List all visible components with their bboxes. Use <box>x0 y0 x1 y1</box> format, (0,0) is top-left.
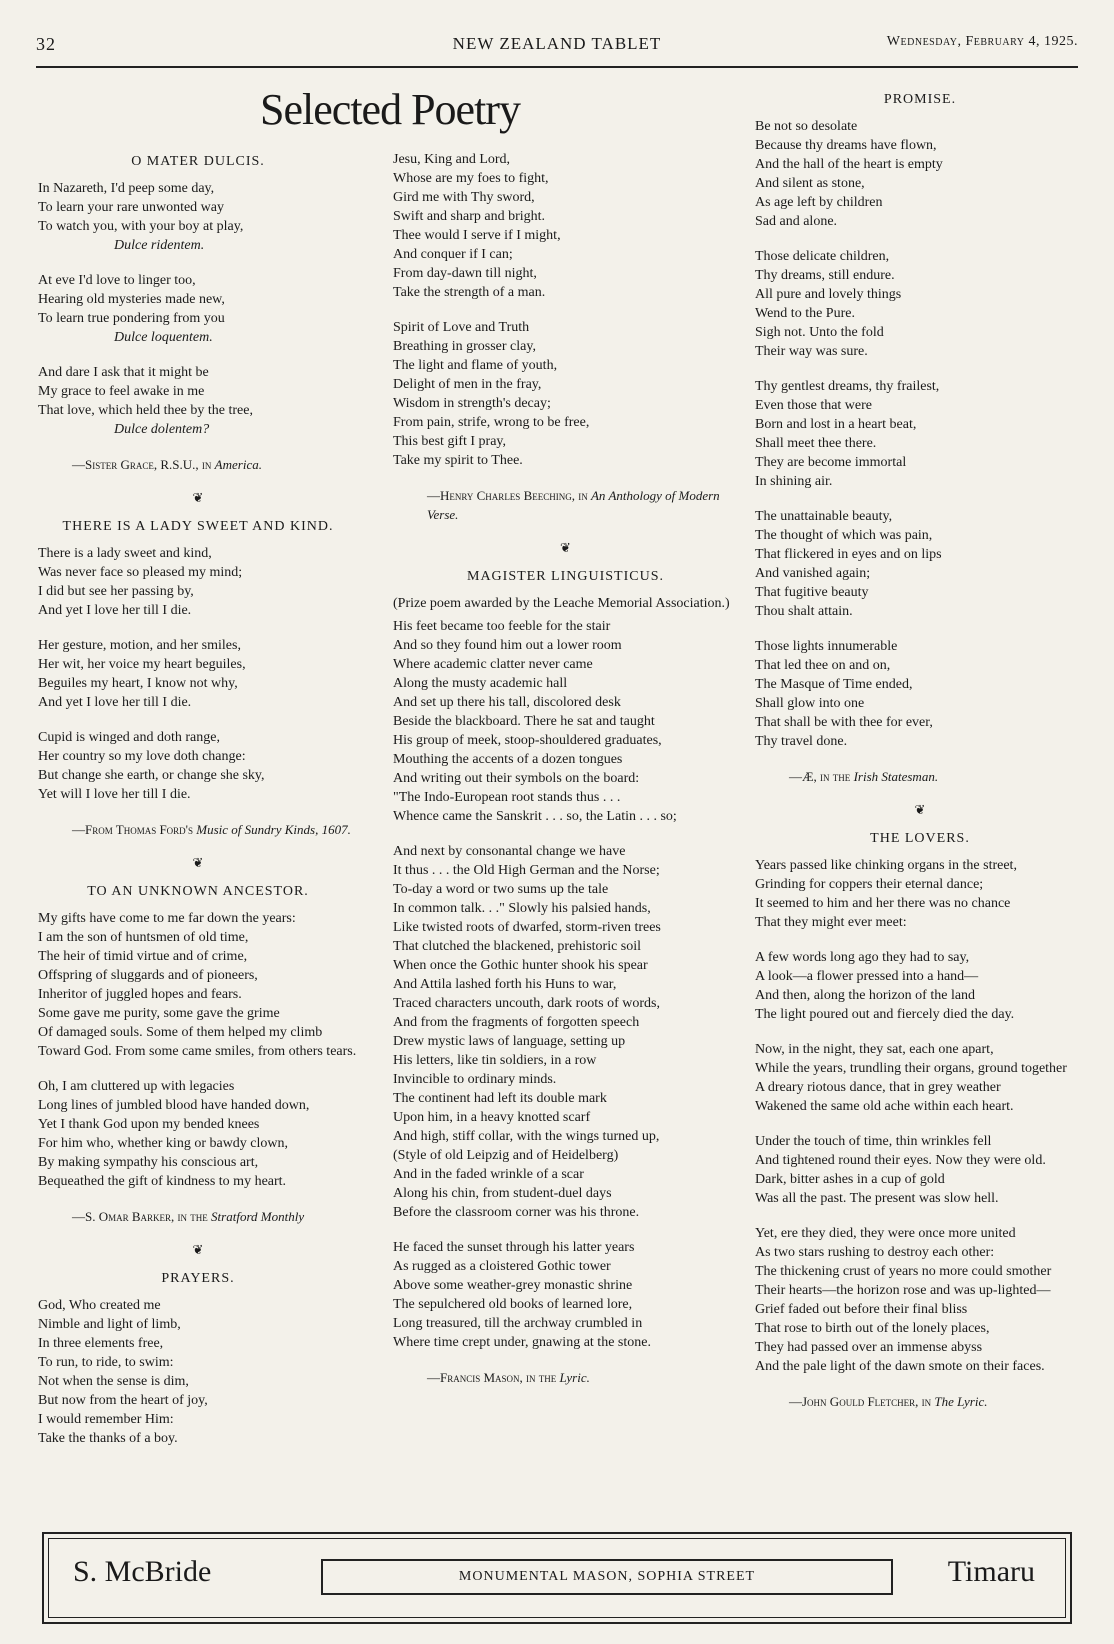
poem-line: Her country so my love doth change: <box>38 749 246 764</box>
poem-line: Toward God. From some came smiles, from others tears. <box>38 1044 357 1059</box>
poem-line: Yet, ere they died, they were once more united <box>755 1226 1016 1241</box>
poem-line: My grace to feel awake in me <box>38 384 205 399</box>
poem-line: To-day a word or two sums up the tale <box>393 882 609 897</box>
poem-line: It thus . . . the Old High German and the Norse; <box>393 863 660 878</box>
poem-line: Wend to the Pure. <box>755 306 855 321</box>
poem-line: From pain, strife, wrong to be free, <box>393 415 590 430</box>
column-1 <box>38 150 358 1464</box>
poem-title: PROMISE. <box>883 92 957 107</box>
poem-line: Born and lost in a heart beat, <box>755 417 917 432</box>
poem-line: Like twisted roots of dwarfed, storm-riven trees <box>393 920 661 935</box>
poem <box>38 1240 358 1448</box>
advertiser-name: S. McBride <box>73 1555 212 1588</box>
poem-line: Where time crept under, gnawing at the stone. <box>393 1335 651 1350</box>
poem-line: Whence came the Sanskrit . . . so, the Latin . . . so; <box>393 809 677 824</box>
attribution-source: Irish Statesman. <box>853 769 939 784</box>
poem-line: Upon him, in a heavy knotted scarf <box>393 1110 591 1125</box>
poem-line: And Attila lashed forth his Huns to war, <box>393 977 617 992</box>
poem-line: Dulce dolentem? <box>114 422 210 437</box>
poem-line: In three elements free, <box>38 1336 164 1351</box>
poem-title: O MATER DULCIS. <box>131 154 265 169</box>
poem-line: Thou shalt attain. <box>755 604 853 619</box>
poem-line: But now from the heart of joy, <box>38 1393 208 1408</box>
poem-line: And vanished again; <box>755 566 871 581</box>
poem-line: Take my spirit to Thee. <box>393 453 523 468</box>
stanza <box>38 271 358 347</box>
stanza <box>393 842 738 1222</box>
poem-line: To run, to ride, to swim: <box>38 1355 174 1370</box>
poem <box>38 152 358 474</box>
poem-attribution <box>393 486 738 524</box>
poem-line: Long treasured, till the archway crumbled in <box>393 1316 643 1331</box>
poem <box>38 853 358 1226</box>
poem-line: Their hearts—the horizon rose and was up-lighted— <box>755 1283 1051 1298</box>
poem-line: Some gave me purity, some gave the grime <box>38 1006 280 1021</box>
poem-line: To learn your rare unwonted way <box>38 200 225 215</box>
poem-line: Wisdom in strength's decay; <box>393 396 551 411</box>
poem-line: His feet became too feeble for the stair <box>393 619 611 634</box>
stanza <box>755 117 1085 231</box>
poem-line: Oh, I am cluttered up with legacies <box>38 1079 235 1094</box>
poem-line: Whose are my foes to fight, <box>393 171 549 186</box>
poem-line: Swift and sharp and bright. <box>393 209 546 224</box>
stanza <box>38 636 358 712</box>
stanza <box>755 507 1085 621</box>
stanza <box>38 1296 358 1448</box>
poem-line: Was all the past. The present was slow hell. <box>755 1191 999 1206</box>
poem-line: As age left by children <box>755 195 883 210</box>
poem-line: Because thy dreams have flown, <box>755 138 937 153</box>
poem-line: In common talk. . ." Slowly his palsied hands, <box>393 901 651 916</box>
poem <box>755 90 1085 786</box>
advertiser-town: Timaru <box>947 1555 1035 1588</box>
section-title: Selected Poetry <box>260 85 520 134</box>
stanza <box>393 1238 738 1352</box>
poem-line: All pure and lovely things <box>755 287 902 302</box>
poem-line: A dreary riotous dance, that in grey weather <box>755 1080 1001 1095</box>
poem-line: And from the fragments of forgotten speech <box>393 1015 640 1030</box>
stanza <box>38 363 358 439</box>
poem-line: Breathing in grosser clay, <box>393 339 536 354</box>
poem-line: They had passed over an immense abyss <box>755 1340 983 1355</box>
poem-line: That rose to birth out of the lonely places, <box>755 1321 990 1336</box>
poem-line: Her gesture, motion, and her smiles, <box>38 638 241 653</box>
stanza <box>393 150 738 302</box>
poem-line: But change she earth, or change she sky, <box>38 768 265 783</box>
ornament-divider: ❦ <box>560 540 571 555</box>
poem-line: In Nazareth, I'd peep some day, <box>38 181 215 196</box>
poem-line: Nimble and light of limb, <box>38 1317 181 1332</box>
poem-line: I would remember Him: <box>38 1412 174 1427</box>
stanza <box>755 1132 1085 1208</box>
poem-line: And next by consonantal change we have <box>393 844 626 859</box>
poem <box>393 150 738 524</box>
poem-line: Gird me with Thy sword, <box>393 190 535 205</box>
poem-line: God, Who created me <box>38 1298 161 1313</box>
poem-line: Hearing old mysteries made new, <box>38 292 225 307</box>
poem <box>393 538 738 1387</box>
poem-line: Take the thanks of a boy. <box>38 1431 178 1446</box>
poem-line: Wakened the same old ache within each heart. <box>755 1099 1014 1114</box>
attribution-source: Lyric. <box>559 1370 590 1385</box>
poem-line: From day-dawn till night, <box>393 266 537 281</box>
masthead-rule <box>36 66 1078 68</box>
poem-line: While the years, trundling their organs, ground together <box>755 1061 1067 1076</box>
poem-line: Thy gentlest dreams, thy frailest, <box>755 379 940 394</box>
poem-title: TO AN UNKNOWN ANCESTOR. <box>87 884 309 899</box>
attribution-author: —Francis Mason, in the <box>427 1370 557 1385</box>
poem-line: Beguiles my heart, I know not why, <box>38 676 238 691</box>
poem-line: Was never face so pleased my mind; <box>38 565 243 580</box>
stanza <box>38 909 358 1061</box>
poem-line: The Masque of Time ended, <box>755 677 913 692</box>
stanza <box>393 617 738 826</box>
poem-line: A few words long ago they had to say, <box>755 950 970 965</box>
poem-line: For him who, whether king or bawdy clown, <box>38 1136 289 1151</box>
poem-line: When once the Gothic hunter shook his spear <box>393 958 648 973</box>
poem-title: THE LOVERS. <box>870 831 970 846</box>
poem-line: I did but see her passing by, <box>38 584 194 599</box>
poem-title: THERE IS A LADY SWEET AND KIND. <box>62 519 334 534</box>
poem-line: Shall glow into one <box>755 696 865 711</box>
attribution-author: —Sister Grace, R.S.U., in <box>72 457 212 472</box>
poem-line: And set up there his tall, discolored desk <box>393 695 621 710</box>
stanza <box>38 728 358 804</box>
poem-line: Along his chin, from student-duel days <box>393 1186 612 1201</box>
poem-attribution <box>38 1207 358 1226</box>
poem-line: And the hall of the heart is empty <box>755 157 943 172</box>
poem-line: And yet I love her till I die. <box>38 695 192 710</box>
poem-subtitle: (Prize poem awarded by the Leache Memorial Association.) <box>393 596 730 611</box>
poem-line: The sepulchered old books of learned lore, <box>393 1297 633 1312</box>
poem-line: Invincible to ordinary minds. <box>393 1072 557 1087</box>
poem-line: Thy travel done. <box>755 734 848 749</box>
column-2 <box>393 150 738 1401</box>
poem-line: The thickening crust of years no more could smother <box>755 1264 1052 1279</box>
poem-title: PRAYERS. <box>161 1271 235 1286</box>
poem-attribution <box>393 1368 738 1387</box>
poem-attribution <box>38 455 358 474</box>
poem-line: That clutched the blackened, prehistoric soil <box>393 939 642 954</box>
poem-line: I am the son of huntsmen of old time, <box>38 930 249 945</box>
ornament-divider: ❦ <box>192 1242 204 1257</box>
poem-line: The thought of which was pain, <box>755 528 933 543</box>
poem-line: It seemed to him and her there was no chance <box>755 896 1011 911</box>
issue-date: Wednesday, February 4, 1925. <box>886 34 1078 49</box>
poem-line: Mouthing the accents of a dozen tongues <box>393 752 623 767</box>
poem-line: Along the musty academic hall <box>393 676 568 691</box>
poem-line: And yet I love her till I die. <box>38 603 192 618</box>
poem-line: The continent had left its double mark <box>393 1091 607 1106</box>
poem-line: Grinding for coppers their eternal dance; <box>755 877 984 892</box>
poem-line: Dulce ridentem. <box>114 238 205 253</box>
stanza <box>38 544 358 620</box>
poem-line: Above some weather-grey monastic shrine <box>393 1278 633 1293</box>
attribution-author: —Henry Charles Beeching, in <box>427 488 588 503</box>
poem-line: Cupid is winged and doth range, <box>38 730 220 745</box>
poem-line: Under the touch of time, thin wrinkles fell <box>755 1134 992 1149</box>
poem-line: Her wit, her voice my heart beguiles, <box>38 657 246 672</box>
poem-line: Take the strength of a man. <box>393 285 546 300</box>
poem-line: Even those that were <box>755 398 873 413</box>
attribution-author: —From Thomas Ford's <box>72 822 194 837</box>
poem-line: Yet will I love her till I die. <box>38 787 191 802</box>
poem-line: His group of meek, stoop-shouldered graduates, <box>393 733 662 748</box>
poem-line: Sigh not. Unto the fold <box>755 325 884 340</box>
poem-line: And writing out their symbols on the board: <box>393 771 640 786</box>
masthead <box>36 34 1078 66</box>
poem-line: Now, in the night, they sat, each one apart, <box>755 1042 994 1057</box>
poem-attribution <box>755 767 1085 786</box>
poem-line: That led thee on and on, <box>755 658 891 673</box>
column-3 <box>755 88 1085 1425</box>
advertiser-trade: MONUMENTAL MASON, SOPHIA STREET <box>321 1559 893 1595</box>
poem-line: The light poured out and fiercely died the day. <box>755 1007 1015 1022</box>
poem-line: Dark, bitter ashes in a cup of gold <box>755 1172 945 1187</box>
poem-line: Beside the blackboard. There he sat and taught <box>393 714 655 729</box>
stanza <box>755 377 1085 491</box>
poem-line: Their way was sure. <box>755 344 868 359</box>
attribution-author: —S. Omar Barker, in the <box>72 1209 208 1224</box>
poem-line: At eve I'd love to linger too, <box>38 273 196 288</box>
poem <box>755 800 1085 1411</box>
poem-line: Thee would I serve if I might, <box>393 228 561 243</box>
poem-line: Shall meet thee there. <box>755 436 877 451</box>
stanza <box>755 856 1085 932</box>
poem-line: The heir of timid virtue and of crime, <box>38 949 248 964</box>
stanza <box>755 1224 1085 1376</box>
poem-line: That they might ever meet: <box>755 915 907 930</box>
poem-line: The light and flame of youth, <box>393 358 558 373</box>
stanza <box>38 1077 358 1191</box>
poem-line: Drew mystic laws of language, setting up <box>393 1034 626 1049</box>
poem-line: And so they found him out a lower room <box>393 638 622 653</box>
poem-line: There is a lady sweet and kind, <box>38 546 212 561</box>
poem-line: Bequeathed the gift of kindness to my heart. <box>38 1174 287 1189</box>
poem-line: "The Indo-European root stands thus . . . <box>393 790 621 805</box>
poem-line: That fugitive beauty <box>755 585 869 600</box>
poem-line: Jesu, King and Lord, <box>393 152 511 167</box>
poem-line: This best gift I pray, <box>393 434 507 449</box>
ornament-divider: ❦ <box>192 490 204 505</box>
poem-line: Where academic clatter never came <box>393 657 593 672</box>
advertisement <box>42 1532 1072 1624</box>
poem-line: Yet I thank God upon my bended knees <box>38 1117 260 1132</box>
advertisement-border <box>48 1538 1066 1618</box>
poem-line: The unattainable beauty, <box>755 509 893 524</box>
stanza <box>755 247 1085 361</box>
poem-line: And then, along the horizon of the land <box>755 988 976 1003</box>
poem-line: That love, which held thee by the tree, <box>38 403 253 418</box>
poem-line: And conquer if I can; <box>393 247 513 262</box>
attribution-source: An Anthology of Modern Verse. <box>427 488 720 522</box>
poem-line: Before the classroom corner was his throne. <box>393 1205 640 1220</box>
stanza <box>38 179 358 255</box>
poem-line: As rugged as a cloistered Gothic tower <box>393 1259 611 1274</box>
attribution-author: —Æ, in the <box>789 769 851 784</box>
poem-line: Years passed like chinking organs in the street, <box>755 858 1017 873</box>
poem-attribution <box>38 820 358 839</box>
stanza <box>755 948 1085 1024</box>
attribution-source: The Lyric. <box>934 1394 988 1409</box>
ornament-divider: ❦ <box>914 802 926 817</box>
poem-line: That flickered in eyes and on lips <box>755 547 942 562</box>
stanza <box>755 1040 1085 1116</box>
poem-title: MAGISTER LINGUISTICUS. <box>467 569 664 584</box>
poem-line: Inheritor of juggled hopes and fears. <box>38 987 242 1002</box>
poem <box>38 488 358 839</box>
stanza <box>755 637 1085 751</box>
poem-line: Thy dreams, still endure. <box>755 268 895 283</box>
poem-line: To watch you, with your boy at play, <box>38 219 244 234</box>
stanza <box>393 318 738 470</box>
poem-line: To learn true pondering from you <box>38 311 225 326</box>
poem-line: Offspring of sluggards and of pioneers, <box>38 968 258 983</box>
poem-line: Not when the sense is dim, <box>38 1374 189 1389</box>
poem-attribution <box>755 1392 1085 1411</box>
attribution-source: America. <box>214 457 262 472</box>
poem-line: And the pale light of the dawn smote on their faces. <box>755 1359 1045 1374</box>
poem-line: His letters, like tin soldiers, in a row <box>393 1053 597 1068</box>
poem-line: And high, stiff collar, with the wings turned up, <box>393 1129 660 1144</box>
poem-line: In shining air. <box>755 474 833 489</box>
poem-line: My gifts have come to me far down the years: <box>38 911 296 926</box>
poem-line: Those lights innumerable <box>755 639 898 654</box>
poem-line: Dulce loquentem. <box>114 330 213 345</box>
attribution-author: —John Gould Fletcher, in <box>789 1394 932 1409</box>
poem-line: Grief faded out before their final bliss <box>755 1302 968 1317</box>
ornament-divider: ❦ <box>192 855 204 870</box>
poem-line: That shall be with thee for ever, <box>755 715 933 730</box>
poem-line: Long lines of jumbled blood have handed down, <box>38 1098 310 1113</box>
attribution-source: Stratford Monthly <box>211 1209 305 1224</box>
poem-line: Traced characters uncouth, dark roots of words, <box>393 996 660 1011</box>
poem-line: As two stars rushing to destroy each other: <box>755 1245 995 1260</box>
attribution-source: Music of Sundry Kinds, 1607. <box>196 822 351 837</box>
poem-line: Be not so desolate <box>755 119 858 134</box>
poem-line: Of damaged souls. Some of them helped my climb <box>38 1025 323 1040</box>
poem-line: And dare I ask that it might be <box>38 365 209 380</box>
poem-line: By making sympathy his conscious art, <box>38 1155 259 1170</box>
poem-line: Spirit of Love and Truth <box>393 320 530 335</box>
poem-line: They are become immortal <box>755 455 907 470</box>
poem-line: A look—a flower pressed into a hand— <box>755 969 979 984</box>
poem-line: Delight of men in the fray, <box>393 377 542 392</box>
poem-line: He faced the sunset through his latter years <box>393 1240 635 1255</box>
poem-line: And silent as stone, <box>755 176 865 191</box>
poem-line: And tightened round their eyes. Now they were old. <box>755 1153 1046 1168</box>
poem-line: Those delicate children, <box>755 249 890 264</box>
poem-line: Sad and alone. <box>755 214 838 229</box>
poem-line: And in the faded wrinkle of a scar <box>393 1167 584 1182</box>
page-number: 32 <box>36 34 56 54</box>
poem-line: (Style of old Leipzig and of Heidelberg) <box>393 1148 619 1163</box>
publication-title: NEW ZEALAND TABLET <box>452 34 662 53</box>
